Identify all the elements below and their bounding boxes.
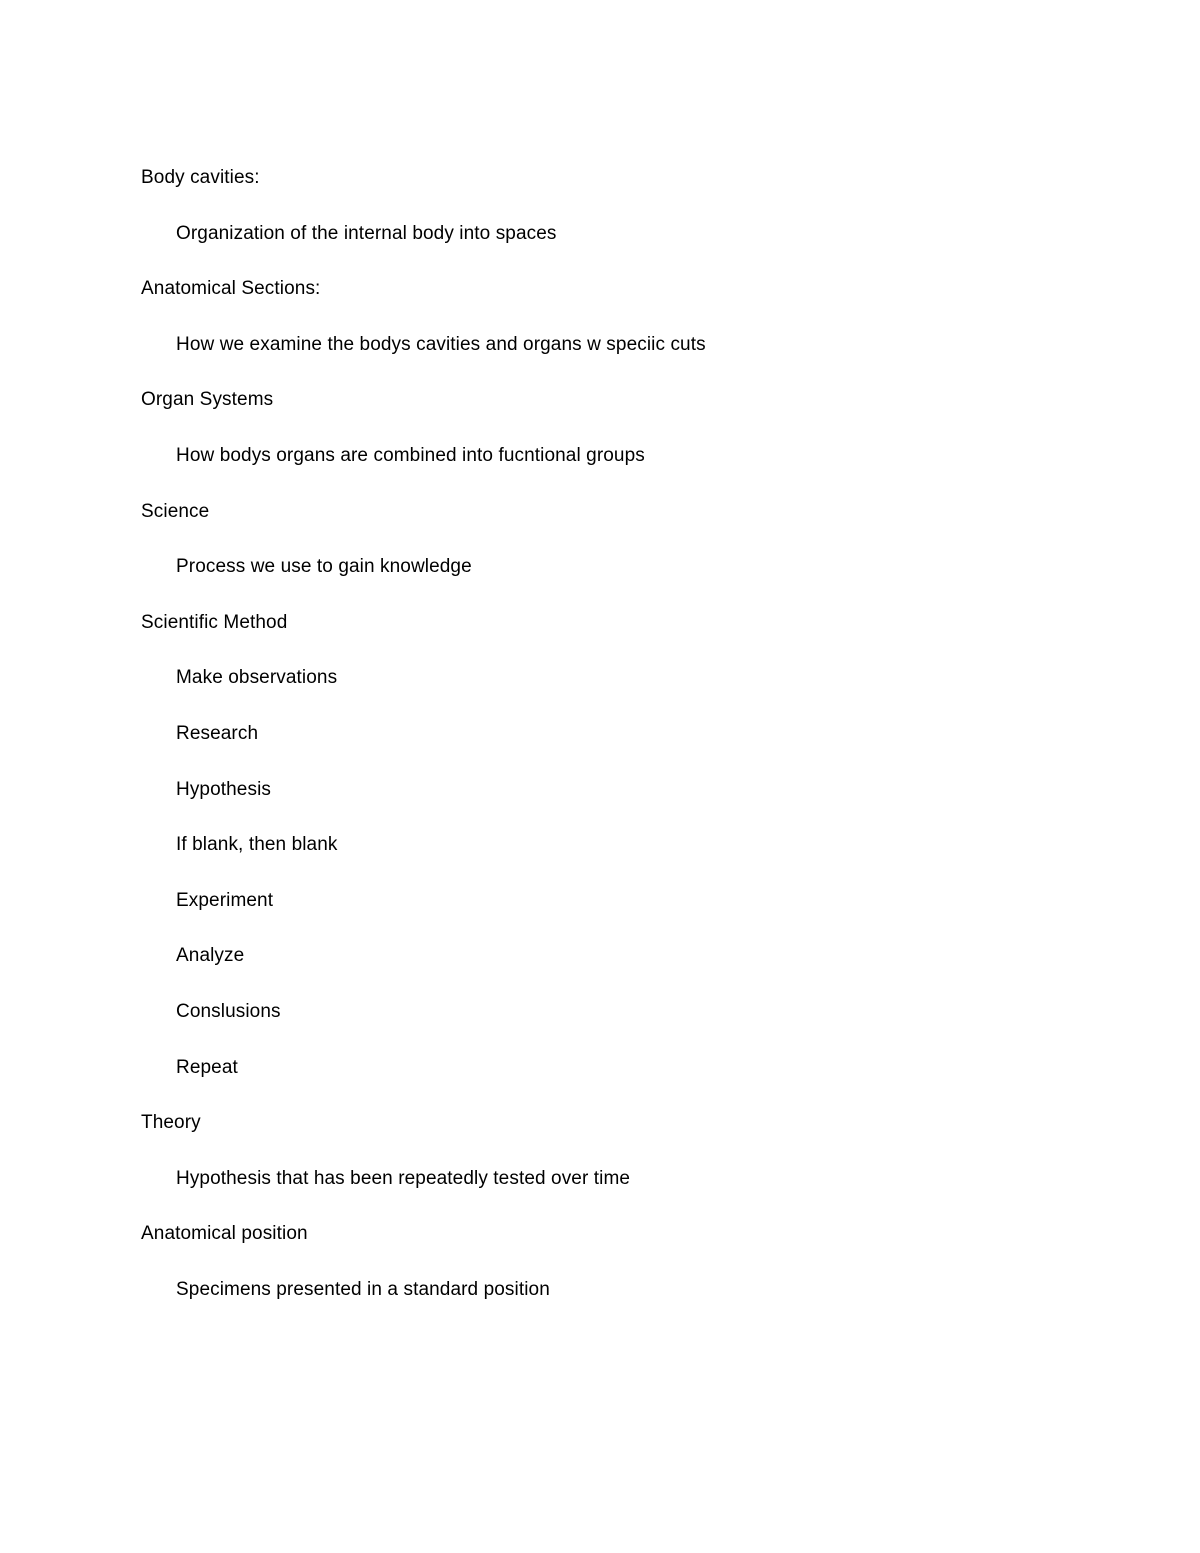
step-analyze: Analyze [176,945,245,967]
step-if-then: If blank, then blank [176,834,338,856]
heading-theory: Theory [141,1112,201,1134]
step-make-observations: Make observations [176,667,338,689]
heading-anatomical-sections: Anatomical Sections: [141,278,321,300]
step-hypothesis: Hypothesis [176,778,271,800]
notes-list [141,164,706,1331]
step-repeat: Repeat [176,1056,238,1078]
definition-theory: Hypothesis that has been repeatedly tested over time [176,1167,631,1189]
heading-body-cavities: Body cavities: [141,167,260,188]
heading-organ-systems: Organ Systems [141,389,274,411]
heading-scientific-method: Scientific Method [141,611,288,633]
heading-science: Science [141,500,210,522]
definition-body-cavities: Organization of the internal body into spaces [176,222,557,244]
definition-anatomical-position: Specimens presented in a standard position [176,1278,550,1300]
definition-anatomical-sections: How we examine the bodys cavities and organs w speciic cuts [176,333,706,355]
step-conclusions: Conslusions [176,1000,281,1022]
definition-organ-systems: How bodys organs are combined into fucntional groups [176,444,645,466]
step-research: Research [176,722,259,744]
definition-science: Process we use to gain knowledge [176,556,472,578]
step-experiment: Experiment [176,889,274,911]
heading-anatomical-position: Anatomical position [141,1223,308,1245]
